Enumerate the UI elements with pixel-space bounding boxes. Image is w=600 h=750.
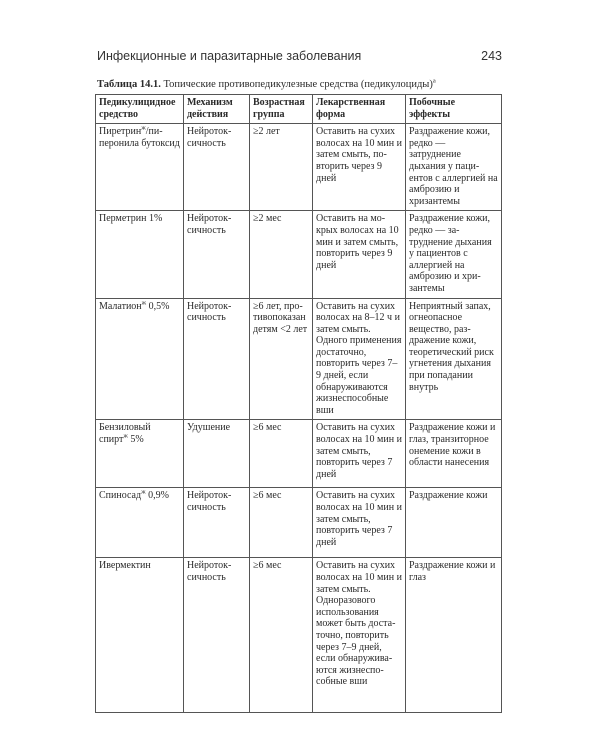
cell-form: Оставить на мокрых волосах на 10 мин и затем смыть, повторить через 9 дней — [313, 211, 406, 298]
cell-agent: Перметрин 1% — [96, 211, 184, 298]
table-row — [96, 124, 502, 211]
cell-form: Оставить на сухих волосах на 10 мин и затем смыть, повторить через 7 дней — [313, 420, 406, 488]
cell-effects: Неприятный запах, огнеопасное вещество, раздражение кожи, теоретический риск угнетения дыхания при попадании внутрь — [406, 298, 502, 420]
cell-effects: Раздражение кожи, редко — затруднение дыхания у пациентов с аллергией на амброзию и хризантемы — [406, 124, 502, 211]
header-age: Возрастная группа — [250, 95, 313, 124]
cell-age: ≥6 мес — [250, 558, 313, 713]
cell-age: ≥6 мес — [250, 420, 313, 488]
cell-agent: Спиносад$^ж$ 0,9% — [96, 488, 184, 558]
cell-mechanism: Нейротоксичность — [184, 558, 250, 713]
caption-text: Топические противопедикулезные средства (педикулоциды) — [160, 79, 433, 90]
cell-effects: Раздражение кожи, редко — затруднение дыхания у пациентов с аллергией на амброзию и хризантемы — [406, 211, 502, 298]
header-form: Лекарственная форма — [313, 95, 406, 124]
table-row — [96, 420, 502, 488]
cell-effects: Раздражение кожи и глаз, транзиторное онемение кожи в области нанесения — [406, 420, 502, 488]
table-row — [96, 211, 502, 298]
cell-form: Оставить на сухих волосах на 10 мин и затем смыть, повторить через 9 дней — [313, 124, 406, 211]
cell-agent: Бензиловый спирт$^ж$ 5% — [96, 420, 184, 488]
page-number: 243 — [481, 49, 502, 63]
caption-footnote-marker: а — [432, 77, 436, 85]
pediculicide-table — [95, 94, 502, 713]
table-row — [96, 558, 502, 713]
cell-mechanism: Удушение — [184, 420, 250, 488]
header-mechanism: Механизм действия — [184, 95, 250, 124]
cell-agent: Малатион$^ж$ 0,5% — [96, 298, 184, 420]
table-caption — [97, 79, 507, 90]
cell-form: Оставить на сухих волосах на 8–12 ч и затем смыть. Одного применения достаточно, повторить через 7–9 дней, если обнаруживаются жизнеспособные вши — [313, 298, 406, 420]
cell-age: ≥6 лет, противопоказан детям <2 лет — [250, 298, 313, 420]
cell-form: Оставить на сухих волосах на 10 мин и затем смыть. Одноразового использования может быть достаточно, повторить через 7–9 дней, если обнаруживаются жизнеспособные вши — [313, 558, 406, 713]
cell-form: Оставить на сухих волосах на 10 мин и затем смыть, повторить через 7 дней — [313, 488, 406, 558]
cell-mechanism: Нейротоксичность — [184, 211, 250, 298]
table-row — [96, 298, 502, 420]
cell-mechanism: Нейротоксичность — [184, 124, 250, 211]
running-head-title: Инфекционные и паразитарные заболевания — [97, 49, 362, 63]
cell-mechanism: Нейротоксичность — [184, 298, 250, 420]
running-head — [97, 49, 502, 63]
cell-effects: Раздражение кожи и глаз — [406, 558, 502, 713]
cell-effects: Раздражение кожи — [406, 488, 502, 558]
cell-agent: Пиретрин$^ж$/пиперонила бутоксид — [96, 124, 184, 211]
cell-age: ≥2 мес — [250, 211, 313, 298]
table-header-row — [96, 95, 502, 124]
table-row — [96, 488, 502, 558]
cell-age: ≥6 мес — [250, 488, 313, 558]
cell-age: ≥2 лет — [250, 124, 313, 211]
header-agent: Педикулицидное средство — [96, 95, 184, 124]
cell-agent: Ивермектин — [96, 558, 184, 713]
caption-label: Таблица 14.1. — [97, 79, 161, 90]
cell-mechanism: Нейротоксичность — [184, 488, 250, 558]
header-effects: Побочные эффекты — [406, 95, 502, 124]
